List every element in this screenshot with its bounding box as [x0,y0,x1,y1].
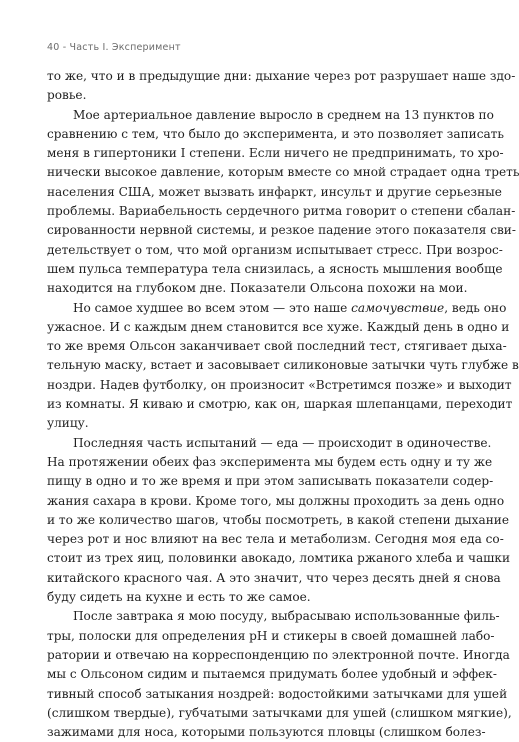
text-line: находится на глубоком дне. Показатели Ольсона похожи на мои. [47,281,468,296]
text-line: Последняя часть испытаний — еда — происходит в одиночестве. [73,435,492,450]
text-line: сравнению с тем, что было до эксперимента, и это позволяет записать [47,126,504,141]
text-line: ратории и отвечаю на корреспонденцию по электронной почте. Иногда [47,647,510,662]
running-header: 40 - Часть I. Эксперимент [47,42,181,53]
text-line [47,299,507,318]
text-line: шем пульса температура тела снизилась, а ясность мышления вообще [47,261,503,276]
text-line: то же время Ольсон заканчивает свой последний тест, стягивает дыха- [47,339,507,354]
text-line: Мое артериальное давление выросло в среднем на 13 пунктов по [73,107,494,122]
paragraph [47,299,519,434]
text-line: ужасное. И с каждым днем становится все хуже. Каждый день в одно и [47,319,510,334]
text-line: жания сахара в крови. Кроме того, мы должны проходить за день одно [47,493,505,508]
text-line: улицу. [47,416,89,431]
body-text [47,67,519,742]
text-line: ноздри. Надев футболку, он произносит «Встретимся позже» и выходит [47,377,512,392]
text-line: то же, что и в предыдущие дни: дыхание через рот разрушает наше здо- [47,69,516,83]
text-line: буду сидеть на кухне и есть то же самое. [47,590,311,605]
text-line: нически высокое давление, которым вместе со мной страдает одна треть [47,165,519,180]
text-line: детельствует о том, что мой организм испытывает стресс. При возрос- [47,242,503,257]
text-line: На протяжении обеих фаз эксперимента мы будем есть одну и ту же [47,454,493,469]
text-line: населения США, может вызвать инфаркт, инсульт и другие серьезные [47,184,502,199]
text-line: тивный способ затыкания ноздрей: водостойкими затычками для ушей [47,686,508,701]
text-line: мы с Ольсоном сидим и пытаемся придумать более удобный и эффек- [47,667,497,682]
text-line: ровье. [47,88,87,103]
text-line: стоит из трех яиц, половинки авокадо, ломтика ржаного хлеба и чашки [47,551,511,566]
paragraph [47,607,512,742]
text-line: проблемы. Вариабельность сердечного ритма говорит о степени сбалан- [47,204,516,219]
text-line: зажимами для носа, которыми пользуются пловцы (слишком болез- [47,725,486,740]
text-line: меня в гипертоники I степени. Если ничего не предпринимать, то хро- [47,146,504,161]
text-line: После завтрака я мою посуду, выбрасываю использованные филь- [73,609,500,624]
text-line: тры, полоски для определения pH и стикеры в своей домашней лабо- [47,628,495,643]
text-line: сированности нервной системы, и резкое падение этого показателя сви- [47,223,516,238]
text-segment: , ведь оно [444,300,507,315]
paragraph [47,67,516,106]
text-line: и то же количество шагов, чтобы посмотреть, в какой степени дыхание [47,512,509,527]
emphasis-text: самочувствие [351,300,445,315]
text-line: (слишком твердые), губчатыми затычками для ушей (слишком мягкие), [47,705,512,720]
text-line: тельную маску, встает и засовывает силиконовые затычки чуть глубже в [47,358,519,373]
text-line: из комнаты. Я киваю и смотрю, как он, шаркая шлепанцами, переходит [47,397,513,412]
paragraph [47,106,519,299]
paragraph [47,434,511,608]
text-line: через рот и нос влияют на вес тела и метаболизм. Сегодня моя еда со- [47,532,504,547]
text-line: китайского красного чая. А это значит, что через десять дней я снова [47,570,501,585]
text-segment: Но самое худшее во всем этом — это наше [73,300,352,315]
text-line: пищу в одно и то же время и при этом записывать показатели содер- [47,474,494,489]
